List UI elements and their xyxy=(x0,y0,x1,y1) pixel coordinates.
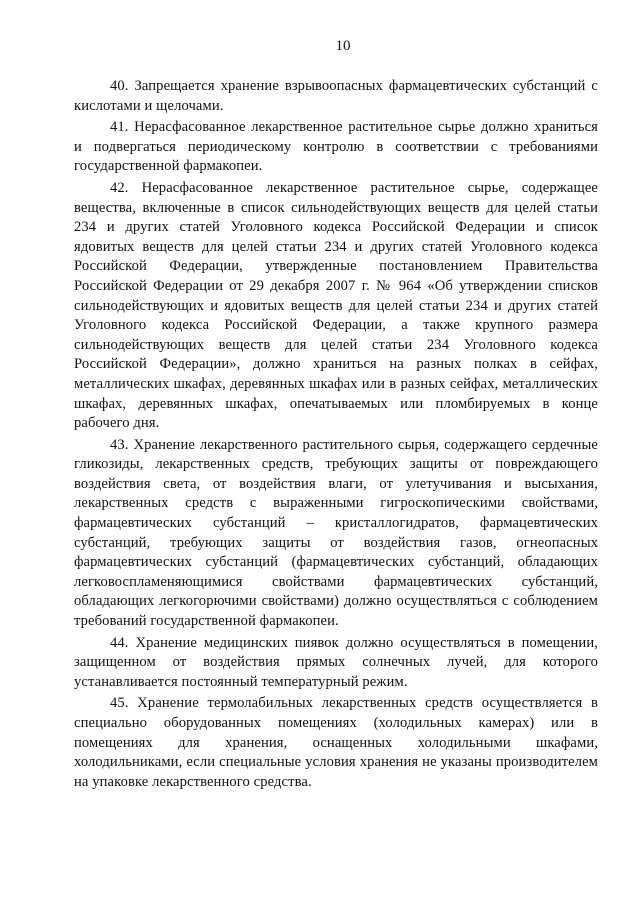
paragraph-42: 42. Нерасфасованное лекарственное растительное сырье, содержащее вещества, включенные в список сильнодействующих веществ для целей статьи 234 и других статей Уголовного кодекса Российской Федерации и список ядовитых веществ для целей статьи 234 и других статей Уголовного кодекса Российской Федерации, утвержденные постановлением Правительства Российской Федерации от 29 декабря 2007 г. № 964 «Об утверждении списков сильнодействующих и ядовитых веществ для целей статьи 234 и других статей Уголовного кодекса Российской Федерации, а также крупного размера сильнодействующих веществ для целей статьи 234 Уголовного кодекса Российской Федерации», должно храниться на разных полках в сейфах, металлических шкафах, деревянных шкафах или в разных сейфах, металлических шкафах, деревянных шкафах, опечатываемых или пломбируемых в конце рабочего дня. xyxy=(74,179,598,432)
paragraph-40: 40. Запрещается хранение взрывоопасных фармацевтических субстанций с кислотами и щелочами. xyxy=(74,78,598,114)
page-number: 10 xyxy=(335,38,351,54)
paragraph-43: 43. Хранение лекарственного растительного сырья, содержащего сердечные гликозиды, лекарственных средств, требующих защиты от повреждающего воздействия света, от воздействия влаги, от улетучивания и высыхания, лекарственных средств с выраженными гигроскопическими свойствами, фармацевтических субстанций – кристаллогидратов, фармацевтических субстанций, требующих защиты от воздействия газов, огнеопасных фармацевтических субстанций (фармацевтических субстанций, обладающих легковоспламеняющимися свойствами фармацевтических субстанций, обладающих легкогорючими свойствами) должно осуществляться с соблюдением требований государственной фармакопеи. xyxy=(74,436,598,630)
paragraph-45: 45. Хранение термолабильных лекарственных средств осуществляется в специально оборудованных помещениях (холодильных камерах) или в помещениях для хранения, оснащенных холодильными шкафами, холодильниками, если специальные условия хранения не указаны производителем на упаковке лекарственного средства. xyxy=(74,695,598,790)
paragraph-44: 44. Хранение медицинских пиявок должно осуществляться в помещении, защищенном от воздействия прямых солнечных лучей, для которого устанавливается постоянный температурный режим. xyxy=(74,634,598,690)
paragraph-41: 41. Нерасфасованное лекарственное растительное сырье должно храниться и подвергаться периодическому контролю в соответствии с требованиями государственной фармакопеи. xyxy=(74,119,598,175)
